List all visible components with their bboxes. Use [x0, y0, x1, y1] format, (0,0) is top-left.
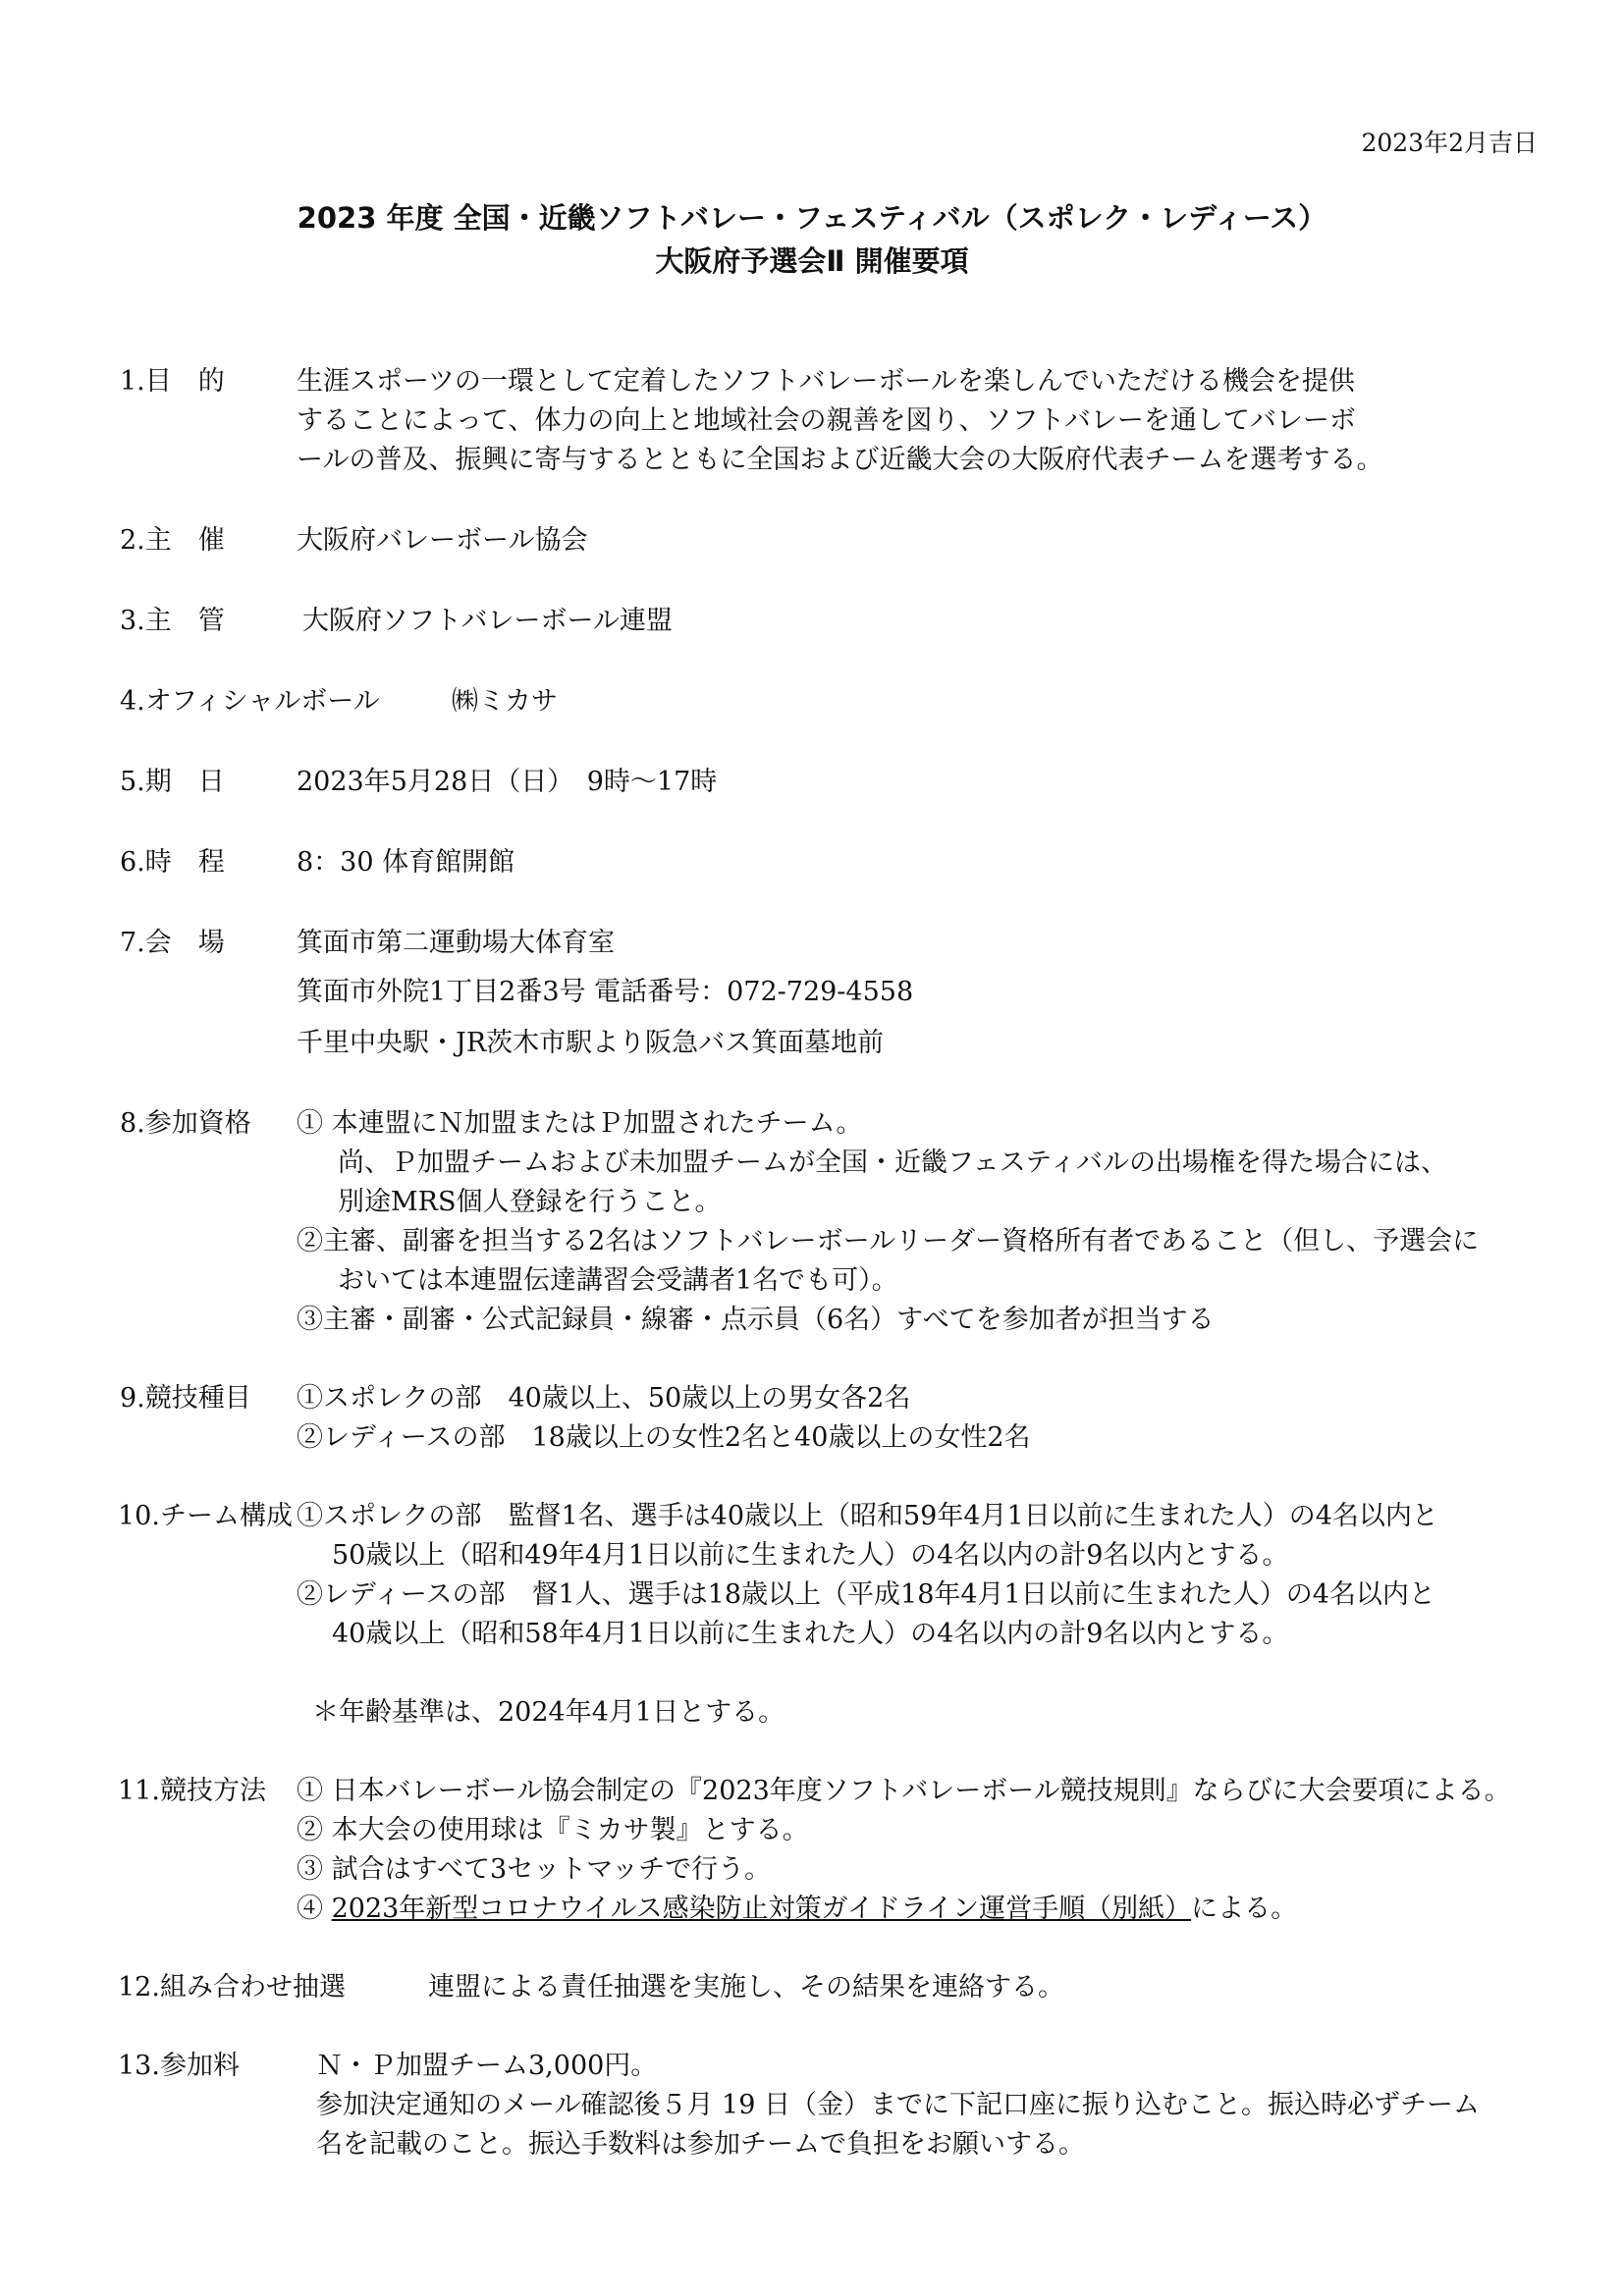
- s7-line: 箕面市外院1丁目2番3号 電話番号：072-729-4558: [297, 977, 914, 1007]
- s13-line: Ｎ・Ｐ加盟チーム3,000円。: [316, 2051, 658, 2081]
- s8-line: ②主審、副審を担当する2名はソフトバレーボールリーダー資格所有者であること（但し、予選会に: [297, 1226, 1480, 1256]
- s11-line4: [297, 1887, 1297, 1925]
- s1-line: 生涯スポーツの一環として定着したソフトバレーボールを楽しんでいただける機会を提供: [297, 366, 1355, 397]
- s8-line: 尚、Ｐ加盟チームおよび未加盟チームが全国・近畿フェスティバルの出場権を得た場合には、: [338, 1148, 1447, 1178]
- s7-label: 7.会 場: [120, 928, 225, 958]
- s2-label: 2.主 催: [120, 525, 225, 556]
- s6-label: 6.時 程: [120, 847, 225, 878]
- s12-text: 連盟による責任抽選を実施し、その結果を連絡する。: [428, 1972, 1064, 2002]
- s10-line: 50歳以上（昭和49年4月1日以前に生まれた人）の4名以内の計9名以内とする。: [332, 1540, 1289, 1571]
- s13-line: 参加決定通知のメール確認後５月 19 日（金）までに下記口座に振り込むこと。振込時必ずチーム: [316, 2090, 1480, 2120]
- s4-text: ㈱ミカサ: [452, 686, 558, 717]
- s5-label: 5.期 日: [120, 767, 225, 797]
- s11-line: ③ 試合はすべて3セットマッチで行う。: [297, 1854, 772, 1885]
- s10-label: 10.チーム構成: [118, 1501, 293, 1531]
- s10-line: 40歳以上（昭和58年4月1日以前に生まれた人）の4名以内の計9名以内とする。: [332, 1619, 1289, 1649]
- s9-line: ②レディースの部 18歳以上の女性2名と40歳以上の女性2名: [297, 1422, 1031, 1453]
- s7-line: 千里中央駅・JR茨木市駅より阪急バス箕面墓地前: [297, 1028, 885, 1058]
- s11-line: ② 本大会の使用球は『ミカサ製』とする。: [297, 1815, 809, 1845]
- s3-label: 3.主 管: [120, 606, 225, 636]
- s11-line4-prefix: ④: [297, 1894, 332, 1924]
- s11-line: ① 日本バレーボール協会制定の『2023年度ソフトバレーボール競技規則』ならびに大会要項による。: [297, 1776, 1511, 1806]
- s13-line: 名を記載のこと。振込手数料は参加チームで負担をお願いする。: [316, 2129, 1085, 2160]
- doc-title-line1: 2023 年度 全国・近畿ソフトバレー・フェスティバル（スポレク・レディース）: [297, 201, 1327, 235]
- s2-text: 大阪府バレーボール協会: [297, 525, 588, 556]
- s8-line: ① 本連盟にＮ加盟またはＰ加盟されたチーム。: [297, 1108, 863, 1139]
- s1-line: することによって、体力の向上と地域社会の親善を図り、ソフトバレーを通してバレーボ: [297, 405, 1356, 436]
- s3-text: 大阪府ソフトバレーボール連盟: [302, 606, 673, 636]
- s1-line: ールの普及、振興に寄与するとともに全国および近畿大会の大阪府代表チームを選考する。: [297, 445, 1383, 475]
- guideline-link[interactable]: 2023年新型コロナウイルス感染防止対策ガイドライン運営手順（別紙）: [331, 1894, 1192, 1924]
- s8-label: 8.参加資格: [120, 1108, 251, 1139]
- s4-label: 4.オフィシャルボール: [120, 686, 380, 717]
- s7-line: 箕面市第二運動場大体育室: [297, 928, 615, 958]
- s8-line: ③主審・副審・公式記録員・線審・点示員（6名）すべてを参加者が担当する: [297, 1305, 1215, 1335]
- s5-text: 2023年5月28日（日） 9時〜17時: [297, 767, 718, 797]
- s10-line: ②レディースの部 督1人、選手は18歳以上（平成18年4月1日以前に生まれた人）の4名以内と: [297, 1579, 1435, 1610]
- s9-label: 9.競技種目: [120, 1383, 251, 1414]
- s11-label: 11.競技方法: [118, 1776, 266, 1806]
- s11-line4-suffix: による。: [1191, 1894, 1298, 1924]
- doc-title-line2: 大阪府予選会Ⅱ 開催要項: [655, 244, 969, 278]
- s12-label: 12.組み合わせ抽選: [118, 1972, 346, 2002]
- issue-date: 2023年2月吉日: [1361, 129, 1538, 157]
- s10-note: ＊年齢基準は、2024年4月1日とする。: [312, 1697, 785, 1728]
- s8-line: おいては本連盟伝達講習会受講者1名でも可）。: [338, 1265, 898, 1296]
- s13-label: 13.参加料: [118, 2051, 240, 2081]
- s10-line: ①スポレクの部 監督1名、選手は40歳以上（昭和59年4月1日以前に生まれた人）の4名以内と: [297, 1501, 1438, 1531]
- s9-line: ①スポレクの部 40歳以上、50歳以上の男女各2名: [297, 1383, 911, 1414]
- s1-label: 1.目 的: [120, 366, 225, 397]
- s6-text: 8：30 体育館開館: [297, 847, 515, 878]
- s8-line: 別途MRS個人登録を行うこと。: [338, 1187, 722, 1217]
